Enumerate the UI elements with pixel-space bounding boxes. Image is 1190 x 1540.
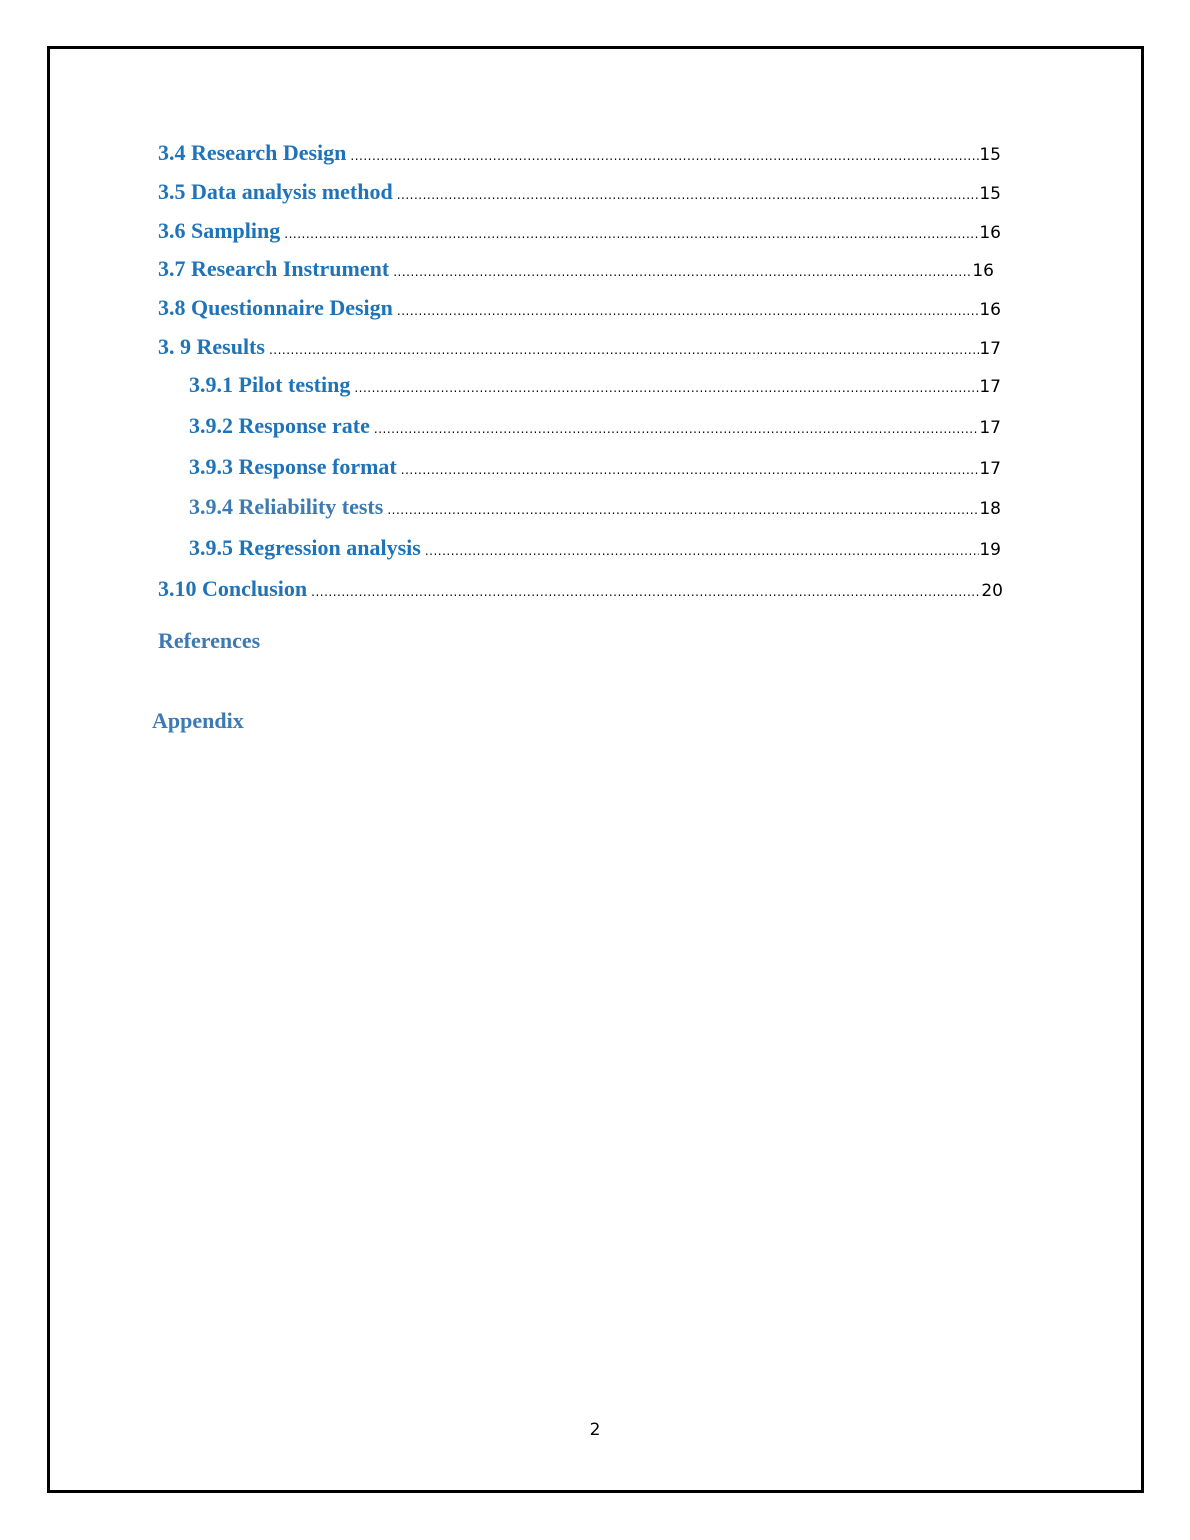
toc-entry-title: 3.10 Conclusion — [158, 576, 308, 601]
toc-entry-page: 18 — [979, 499, 1001, 519]
toc-entry-page: 17 — [979, 377, 1001, 397]
toc-entry-page: 17 — [979, 339, 1001, 359]
toc-dot-leader — [269, 343, 979, 357]
toc-entry-title: 3.9.5 Regression analysis — [189, 535, 421, 560]
toc-entry-title: 3.6 Sampling — [158, 218, 281, 243]
toc-dot-leader — [311, 585, 981, 599]
toc-dot-leader — [393, 265, 972, 279]
appendix-heading[interactable]: Appendix — [152, 708, 244, 733]
toc-entry-data-analysis-method[interactable] — [158, 179, 1001, 205]
toc-entry-regression-analysis[interactable] — [189, 535, 1001, 561]
toc-entry-response-format[interactable] — [189, 454, 1001, 480]
toc-entry-title: 3.4 Research Design — [158, 140, 347, 165]
toc-dot-leader — [397, 304, 979, 318]
toc-entry-title: 3.9.1 Pilot testing — [189, 372, 351, 397]
toc-dot-leader — [401, 463, 980, 477]
page-number: 2 — [589, 1420, 601, 1440]
toc-entry-questionnaire-design[interactable] — [158, 295, 1001, 321]
toc-entry-page: 17 — [979, 459, 1001, 479]
toc-entry-research-design[interactable] — [158, 140, 1001, 166]
toc-dot-leader — [387, 503, 979, 517]
toc-dot-leader — [350, 149, 979, 163]
toc-dot-leader — [425, 544, 980, 558]
toc-entry-research-instrument[interactable] — [158, 256, 994, 282]
toc-entry-page: 16 — [979, 300, 1001, 320]
toc-dot-leader — [354, 381, 979, 395]
toc-entry-page: 15 — [979, 145, 1001, 165]
toc-dot-leader — [397, 188, 980, 202]
toc-entry-title: 3.9.3 Response format — [189, 454, 397, 479]
toc-entry-pilot-testing[interactable] — [189, 372, 1001, 398]
toc-entry-response-rate[interactable] — [189, 413, 1001, 439]
toc-entry-page: 17 — [979, 418, 1001, 438]
toc-entry-title: 3.8 Questionnaire Design — [158, 295, 393, 320]
toc-entry-conclusion[interactable] — [158, 576, 1003, 602]
toc-entry-title: 3. 9 Results — [158, 334, 265, 359]
toc-entry-title: 3.7 Research Instrument — [158, 256, 390, 281]
toc-entry-title: 3.5 Data analysis method — [158, 179, 393, 204]
toc-entry-sampling[interactable] — [158, 218, 1001, 244]
toc-entry-page: 15 — [979, 184, 1001, 204]
toc-entry-reliability-tests[interactable] — [189, 494, 1001, 520]
references-heading[interactable]: References — [158, 628, 261, 653]
toc-entry-page: 20 — [981, 581, 1003, 601]
toc-dot-leader — [374, 422, 979, 436]
toc-entry-page: 16 — [972, 261, 994, 281]
toc-dot-leader — [284, 227, 979, 241]
toc-entry-title: 3.9.2 Response rate — [189, 413, 370, 438]
toc-entry-results[interactable] — [158, 334, 1001, 360]
toc-entry-title: 3.9.4 Reliability tests — [189, 494, 384, 519]
toc-entry-page: 16 — [979, 223, 1001, 243]
toc-entry-page: 19 — [979, 540, 1001, 560]
